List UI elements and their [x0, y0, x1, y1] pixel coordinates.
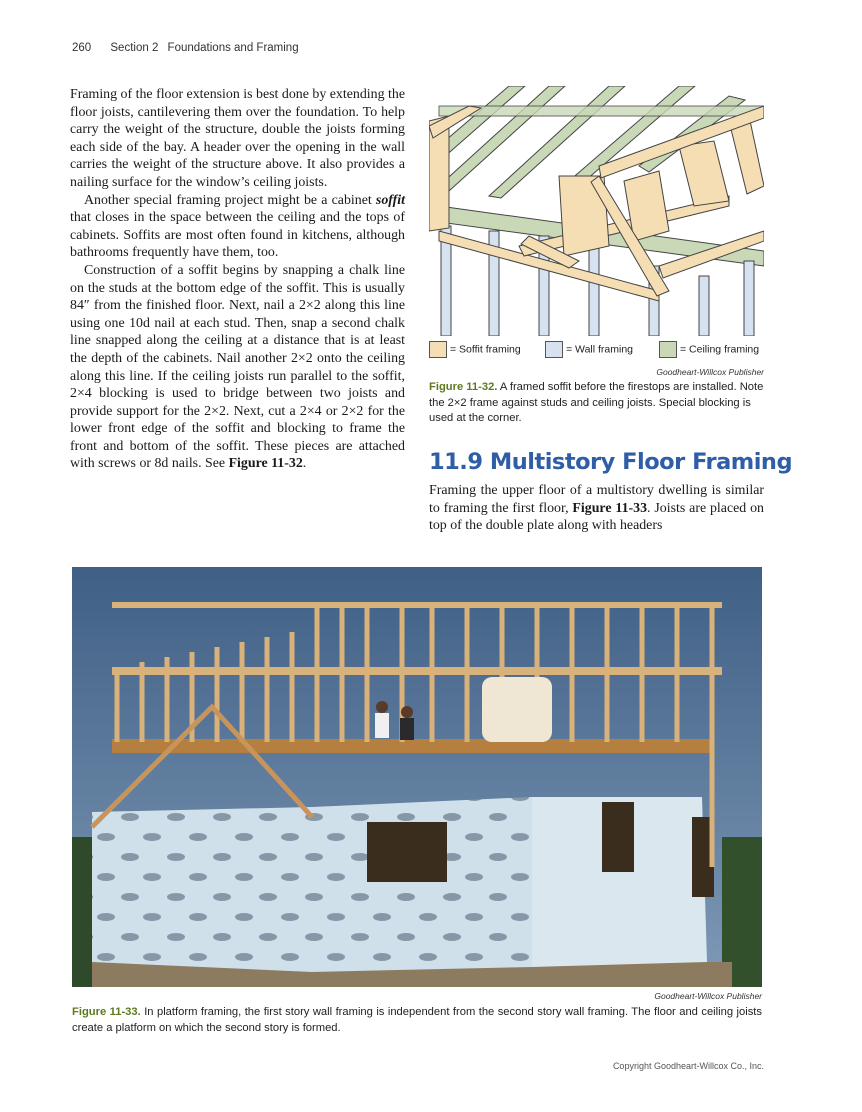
figure-33-caption: Figure 11-33. In platform framing, the first story wall framing is independent from the second story wall framing. The floor and ceiling joists create a platform on which the second story is formed. — [72, 1006, 762, 1034]
legend-soffit: = Soffit framing — [429, 341, 521, 358]
page-number: 260 — [72, 42, 92, 54]
legend-ceiling: = Ceiling framing — [659, 341, 759, 358]
figure-legend — [429, 341, 764, 359]
section-title: Foundations and Framing — [167, 42, 299, 54]
figure-32-caption: Figure 11-32. A framed soffit before the firestops are installed. Note the 2×2 frame against studs and ceiling joists. Special blocking is used at the corner. — [429, 381, 764, 424]
ceiling-swatch — [659, 341, 677, 358]
section-body: Framing the upper floor of a multistory dwelling is similar to framing the first floor, Figure 11-33. Joists are placed on top of the double plate along with headers — [429, 483, 764, 534]
legend-wall: = Wall framing — [545, 341, 633, 358]
wall-swatch — [545, 341, 563, 358]
section-label: Section 2 — [110, 42, 159, 54]
paragraph-2: Another special framing project might be a cabinet soffit that closes in the space between the ceiling and the tops of cabinets. Soffits are most often found in kitchens, although bathrooms frequently have them, too. — [70, 192, 405, 261]
figure-32-label: Figure 11-32. — [429, 381, 498, 393]
two-story-framing-photo — [72, 567, 762, 987]
section-heading: 11.9 Multistory Floor Framing — [429, 449, 793, 475]
copyright-footer: Copyright Goodheart-Willcox Co., Inc. — [612, 1061, 764, 1071]
paragraph-3: Construction of a soffit begins by snapping a chalk line on the studs at the bottom edge of the soffit. This is usually 84″ from the finished floor. Next, nail a 2×2 along this line using one 10d nail at each stud. Then, snap a second chalk line snapped along the ceiling at a distance that is at least the depth of the cabinets. Nail another 2×2 onto the ceiling along this line. If the ceiling joists run parallel to the soffit, 2×4 blocking is used to bridge between two joists and provide support for the 2×2. Next, cut a 2×4 or 2×2 for the lower front edge of the soffit and blocking to frame the front and bottom of the soffit. These pieces are attached with screws or 8d nails. See Figure 11-32. — [70, 262, 405, 472]
paragraph-1: Framing of the floor extension is best done by extending the floor joists, cantilevering them over the foundation. To help carry the weight of the structure, double the joists forming each side of the bay. A header over the opening in the wall carries the weight of the structure above. It also provides a nailing surface for the window’s ceiling joists. — [70, 87, 405, 190]
left-column-text — [70, 86, 405, 473]
figure-reference[interactable]: Figure 11-32 — [228, 456, 303, 472]
figure-33-label: Figure 11-33. — [72, 1006, 141, 1018]
soffit-framing-illustration — [429, 86, 764, 336]
figure-32-credit: Goodheart-Willcox Publisher — [656, 367, 764, 377]
term-soffit: soffit — [375, 192, 405, 208]
soffit-swatch — [429, 341, 447, 358]
running-header — [72, 42, 299, 54]
figure-reference-33[interactable]: Figure 11-33 — [572, 500, 648, 516]
figure-33-credit: Goodheart-Willcox Publisher — [654, 991, 762, 1001]
